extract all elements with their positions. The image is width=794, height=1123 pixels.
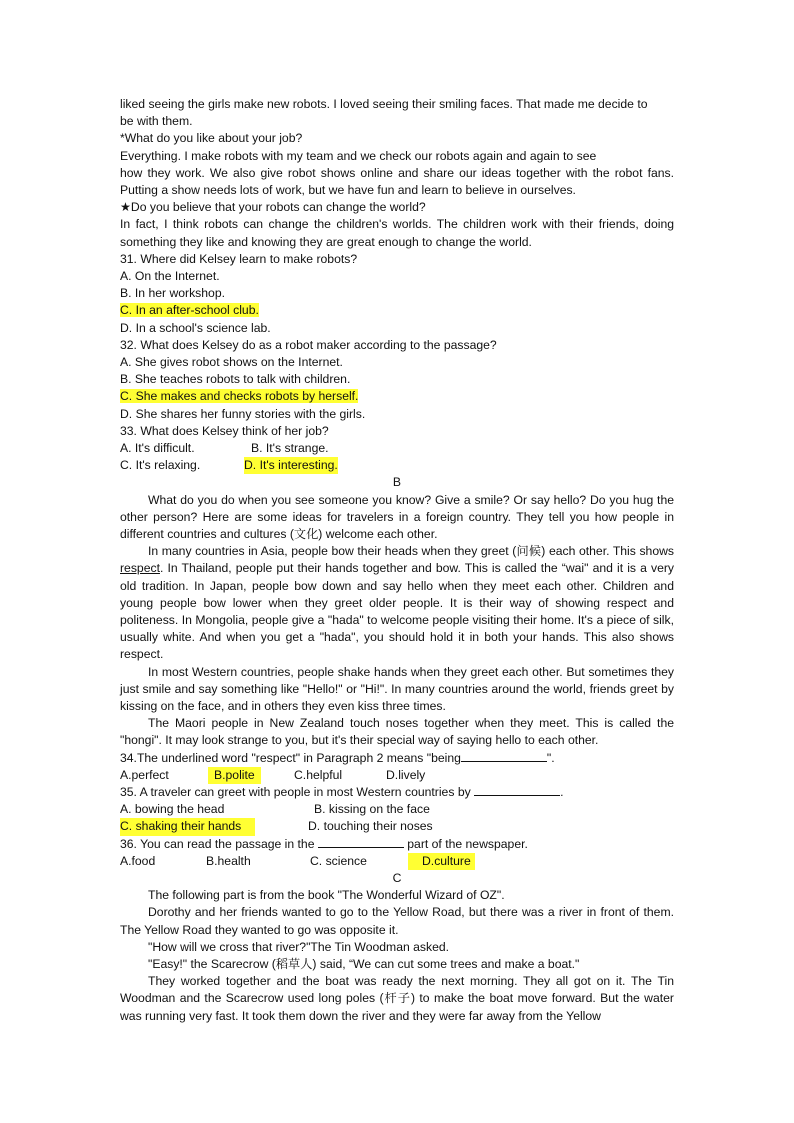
paragraph-text: In many countries in Asia, people bow their heads when they greet (问候) each other. This shows [148, 544, 674, 559]
section-b-label: B [392, 475, 402, 490]
paragraph-text: . In Thailand, people put their hands together and bow. This is called the “wai" and it is a very old tradition. In Japan, people bow down and say hello when they meet each other. Children and young people bow lower when they greet older people. It is their way of showing respect and politeness. In Mongolia, people give a "hada" to welcome people visiting their home. It's a piece of silk, usually white. And when you get a "hada", you should hold it in both your hands. This also shows respect. [120, 561, 674, 662]
option-36-a: A.food [120, 853, 156, 868]
option-31-a: A. On the Internet. [120, 269, 220, 284]
answer-blank [474, 784, 560, 796]
option-32-b: B. She teaches robots to talk with children. [120, 372, 351, 387]
section-c-paragraph-2: Dorothy and her friends wanted to go to the Yellow Road, but there was a river in front of them. The Yellow Road they wanted to go was opposite it. [120, 905, 674, 937]
interview-question: *What do you like about your job? [120, 131, 303, 146]
options-33-row1 [120, 440, 674, 457]
section-b-paragraph-1: What do you do when you see someone you know? Give a smile? Or say hello? Do you hug the other person? Here are some ideas for travelers in a foreign country. They tell you how people in different countries and cultures (文化) welcome each other. [120, 492, 674, 542]
question-33-stem: 33. What does Kelsey think of her job? [120, 423, 329, 438]
section-c-paragraph-1: The following part is from the book "The Wonderful Wizard of OZ". [148, 888, 505, 903]
question-35-stem [120, 784, 674, 801]
option-33-c: C. It's relaxing. [120, 458, 201, 473]
options-35-row2 [120, 818, 674, 835]
stem-text: . [560, 785, 564, 800]
options-35-row1 [120, 801, 674, 818]
question-36-stem [120, 836, 674, 853]
option-36-d-answer: D.culture [408, 853, 475, 870]
options-36-row [120, 853, 674, 870]
interview-answer: In fact, I think robots can change the children's worlds. The children work with their friends, doing something they like and knowing they are great enough to change the world. [120, 217, 674, 249]
section-c-paragraph-4: "Easy!" the Scarecrow (稻草人) said, “We can cut some trees and make a boat." [148, 957, 580, 972]
option-34-d: D.lively [386, 767, 426, 782]
question-31-stem: 31. Where did Kelsey learn to make robots? [120, 251, 358, 266]
section-c-paragraph-3: "How will we cross that river?"The Tin Woodman asked. [148, 939, 450, 954]
option-36-b: B.health [206, 853, 251, 868]
option-35-b: B. kissing on the face [314, 802, 430, 817]
section-b-paragraph-3: In most Western countries, people shake hands when they greet each other. But sometimes they just smile and say something like "Hello!" or "Hi!". In many countries around the world, friends greet by kissing on the face, and in others they even kiss three times. [120, 664, 674, 714]
option-34-b-answer: B.polite [208, 767, 261, 784]
stem-text: 35. A traveler can greet with people in most Western countries by [120, 785, 471, 800]
stem-text: 36. You can read the passage in the [120, 836, 315, 851]
document-content [120, 96, 674, 1025]
stem-text: 34.The underlined word "respect" in Paragraph 2 means "being [120, 750, 461, 765]
text-line: liked seeing the girls make new robots. I loved seeing their smiling faces. That made me decide to [120, 97, 648, 111]
options-33-row2 [120, 457, 674, 474]
option-31-d: D. In a school's science lab. [120, 320, 271, 335]
option-34-a: A.perfect [120, 767, 169, 782]
underlined-word-respect: respect [120, 561, 160, 576]
interview-question: ★Do you believe that your robots can change the world? [120, 200, 426, 215]
option-33-b: B. It's strange. [251, 441, 329, 456]
question-34-stem [120, 750, 674, 767]
option-36-c: C. science [310, 853, 367, 868]
options-34-row [120, 767, 674, 784]
option-33-a: A. It's difficult. [120, 441, 195, 456]
section-c-label: C [392, 871, 402, 886]
option-35-c-answer: C. shaking their hands [120, 818, 255, 835]
interview-answer: how they work. We also give robot shows online and share our ideas together with the robot fans. Putting a show needs lots of work, but we have fun and learn to believe in ourselves. [120, 165, 674, 198]
option-33-d-answer: D. It's interesting. [244, 457, 338, 474]
option-31-c-answer: C. In an after-school club. [120, 303, 259, 318]
option-32-c-answer: C. She makes and checks robots by herself. [120, 389, 359, 404]
question-32-stem: 32. What does Kelsey do as a robot maker according to the passage? [120, 337, 497, 352]
option-34-c: C.helpful [294, 767, 343, 782]
answer-blank [318, 836, 404, 848]
option-31-b: B. In her workshop. [120, 286, 225, 301]
option-35-d: D. touching their noses [308, 819, 433, 834]
option-35-a: A. bowing the head [120, 802, 225, 817]
option-32-a: A. She gives robot shows on the Internet. [120, 355, 343, 370]
answer-blank [461, 750, 547, 762]
stem-text: ". [546, 750, 555, 765]
section-b-paragraph-4: The Maori people in New Zealand touch noses together when they meet. This is called the "hongi". It may look strange to you, but it's their special way of saying hello to each other. [120, 716, 674, 748]
interview-answer: Everything. I make robots with my team and we check our robots again and again to see [120, 148, 597, 163]
option-32-d: D. She shares her funny stories with the girls. [120, 406, 366, 421]
section-c-paragraph-5: They worked together and the boat was ready the next morning. They all got on it. The Tin Woodman and the Scarecrow used long poles (杆子) to make the boat move forward. But the water was running very fast. It took them down the river and they were far away from the Yellow [120, 974, 674, 1023]
text-line: be with them. [120, 114, 193, 129]
section-b-paragraph-2 [120, 543, 674, 663]
stem-text: part of the newspaper. [407, 836, 528, 851]
